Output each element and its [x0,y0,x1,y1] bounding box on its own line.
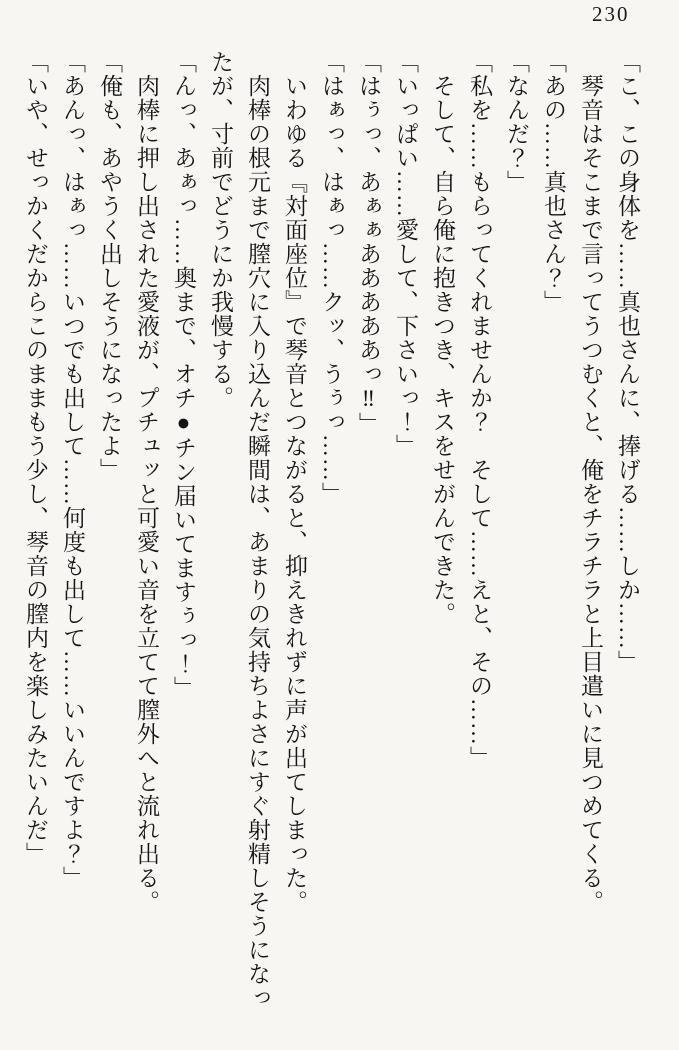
text-line: 「私を……もらってくれませんか？ そして……えと、その……」 [467,50,492,770]
text-line: 「はぅっ、あぁぁあああああっ‼」 [356,50,381,436]
text-line: 「俺も、あやうく出しそうになったよ」 [97,50,122,482]
page-number: 230 [592,2,630,26]
text-line: 「こ、この身体を……真也さんに、捧げる……しか……」 [615,50,640,674]
text-line: 肉棒に押し出された愛液が、プチュッと可愛い音を立てて膣外へと流れ出る。 [134,74,159,914]
text-line: そして、自ら俺に抱きつき、キスをせがんできた。 [430,74,455,626]
text-line: 「あんっ、はぁっ……いつでも出して……何度も出して……いいんですよ？」 [60,50,85,890]
text-line: いわゆる『対面座位』で琴音とつながると、抑えきれずに声が出てしまった。 [282,74,307,914]
text-line: 琴音はそこまで言ってうつむくと、俺をチラチラと上目遣いに見つめてくる。 [578,74,603,914]
text-line: 「あの……真也さん？」 [541,50,566,314]
text-line: 肉棒の根元まで膣穴に入り込んだ瞬間は、あまりの気持ちよさにすぐ射精しそうになっ [245,74,270,1010]
text-line: 「なんだ？」 [504,50,529,194]
text-block [17,50,646,1045]
text-line: 「いっぱい……愛して、下さいっ！」 [393,50,418,458]
text-line: 「はぁっ、はぁっ……クッ、うぅっ……」 [319,50,344,506]
text-line: 「いや、せっかくだからこのままもう少し、琴音の膣内を楽しみたいんだ」 [23,50,48,866]
text-line: たが、寸前でどうにか我慢する。 [208,50,233,410]
text-line: 「んっ、あぁっ……奥まで、オチ●チン届いてますぅっ！」 [171,50,196,700]
